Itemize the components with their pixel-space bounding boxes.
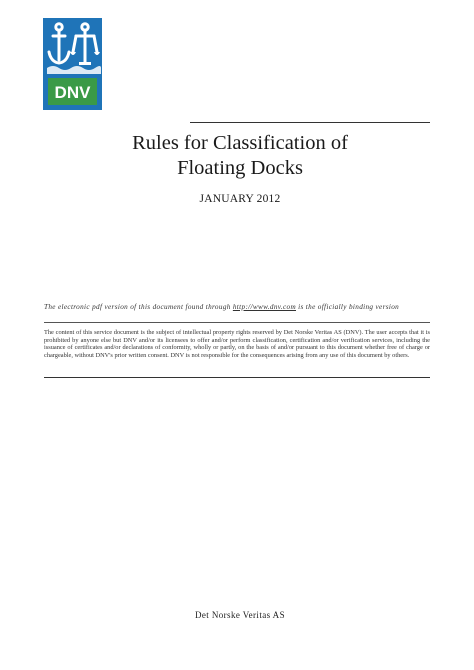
title-rule: [190, 122, 430, 123]
document-date: JANUARY 2012: [199, 193, 281, 205]
anchor-balance-icon: [43, 18, 102, 110]
publisher-name: Det Norske Veritas AS: [195, 610, 285, 620]
document-title: [40, 131, 440, 181]
binding-prefix: The electronic pdf version of this document found through: [44, 303, 233, 311]
title-line-2: Floating Docks: [177, 157, 303, 179]
dnv-logo: [43, 18, 102, 110]
logo-text: DNV: [54, 83, 91, 102]
disclaimer-bottom-rule: [44, 377, 430, 378]
dnv-website-link[interactable]: http://www.dnv.com: [232, 303, 296, 311]
copyright-disclaimer: The content of this service document is the subject of intellectual property rights reserved by Det Norske Veritas AS (DNV). The user accepts that it is prohibited by anyone else but DNV and/or its licensees to offer and/or perform classification, certification and/or verification services, including the issuance of certificates and/or declarations of conformity, wholly or partly, on the basis of and/or pursuant to this document whether free of charge or chargeable, without DNV's prior written consent. DNV is not responsible for the consequences arising from any use of this document by others.: [44, 329, 430, 359]
title-line-1: Rules for Classification of: [132, 132, 348, 154]
binding-version-note: [44, 303, 432, 311]
disclaimer-top-rule: [44, 322, 430, 323]
binding-suffix: is the officially binding version: [296, 303, 400, 311]
